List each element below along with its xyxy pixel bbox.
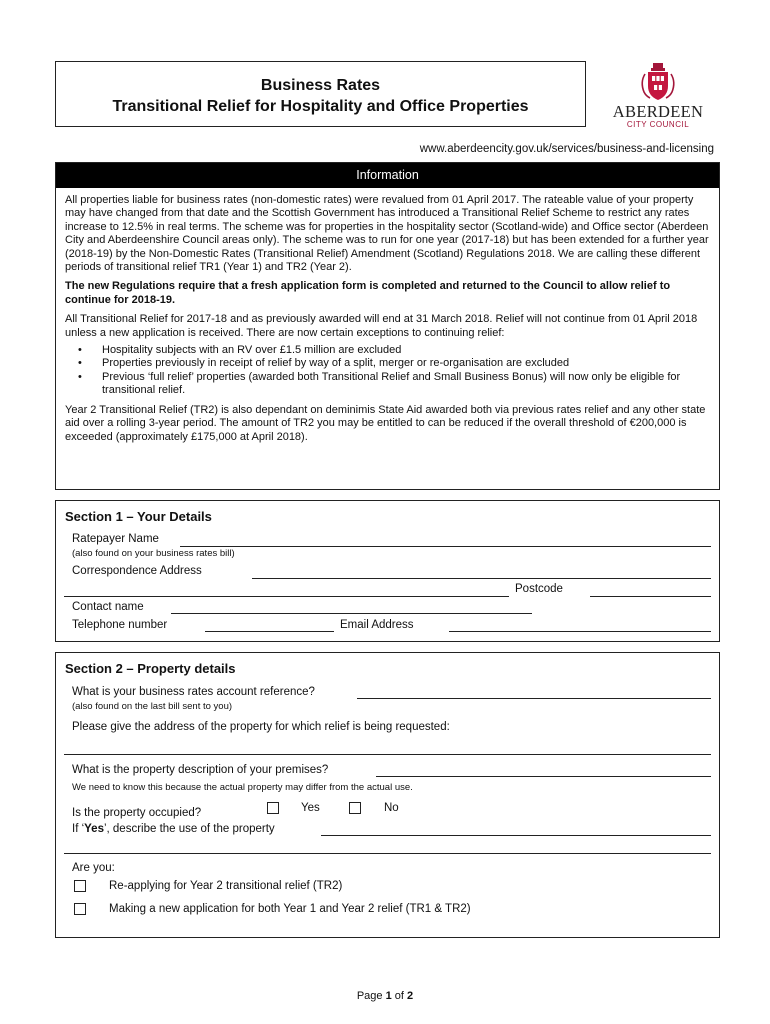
telephone-label: Telephone number: [72, 619, 168, 631]
new-application-label: Making a new application for both Year 1 and Year 2 relief (TR1 & TR2): [109, 903, 471, 915]
aberdeen-logo: [606, 62, 710, 134]
list-item: • Previous ‘full relief’ properties (awarded both Transitional Relief and Small Business Bonus) will now only be eligible for transitional relief.: [65, 371, 710, 398]
occupied-no-label: No: [384, 802, 399, 814]
section-property-details: [55, 652, 720, 938]
property-description-field[interactable]: [376, 776, 711, 777]
use-description-field-2[interactable]: [64, 853, 711, 854]
account-reference-note: (also found on the last bill sent to you): [72, 701, 233, 712]
postcode-label: Postcode: [515, 583, 563, 595]
telephone-field[interactable]: [205, 631, 334, 632]
are-you-label: Are you:: [72, 862, 115, 874]
section1-heading: Section 1 – Your Details: [65, 509, 212, 524]
list-item: • Hospitality subjects with an RV over £1.5 million are excluded: [65, 344, 710, 357]
account-reference-field[interactable]: [357, 698, 711, 699]
email-field[interactable]: [449, 631, 711, 632]
reapply-tr2-checkbox[interactable]: [74, 880, 86, 892]
ratepayer-name-field[interactable]: [180, 546, 711, 547]
use-description-field[interactable]: [321, 835, 711, 836]
email-label: Email Address: [340, 619, 414, 631]
info-paragraph: All properties liable for business rates (non-domestic rates) were revalued from 01 April 2017. The rateable value of your property may have changed from that date and the Scottish Government has introduced a Transitional Relief Scheme to restrict any rates increase to 12.5% in real terms. The scheme was for properties in the hospitality sector (Scotland-wide) and Office sector (Aberdeen City and Aberdeenshire Council areas only). The scheme was to run for one year (2017-18) but has been extended for a further year (2018-19) by the Non-Domestic Rates (Transitional Relief) Amendment (Scotland) Regulations 2018. We are calling these different periods of transitional relief TR1 (Year 1) and TR2 (Year 2).: [65, 194, 709, 274]
exceptions-list: [65, 344, 710, 398]
new-application-checkbox[interactable]: [74, 903, 86, 915]
correspondence-address-label: Correspondence Address: [72, 565, 202, 577]
website-url: www.aberdeencity.gov.uk/services/business-and-licensing: [419, 143, 714, 155]
property-address-label: Please give the address of the property for which relief is being requested:: [72, 721, 450, 733]
reapply-tr2-label: Re-applying for Year 2 transitional relief (TR2): [109, 880, 343, 892]
postcode-field[interactable]: [590, 596, 711, 597]
document-subtitle: Transitional Relief for Hospitality and Office Properties: [112, 98, 529, 115]
section-your-details: [55, 500, 720, 642]
occupied-label: Is the property occupied?: [72, 807, 202, 819]
logo-subtitle: CITY COUNCIL: [626, 120, 690, 129]
occupied-yes-checkbox[interactable]: [267, 802, 279, 814]
information-heading: Information: [56, 163, 719, 188]
account-reference-label: What is your business rates account reference?: [72, 686, 315, 698]
property-description-note: We need to know this because the actual property may differ from the actual use.: [72, 782, 413, 793]
occupied-no-checkbox[interactable]: [349, 802, 361, 814]
info-paragraph: Year 2 Transitional Relief (TR2) is also dependant on deminimis State Aid awarded both via previous rates relief and any other state aid over a rolling 3-year period. The amount of TR2 you may be entitled to can be reduced if the overall threshold of €200,000 is exceeded (approximately £175,000 at April 2018).: [65, 403, 706, 443]
property-address-field[interactable]: [64, 754, 711, 755]
yes-emphasis: Yes: [84, 823, 104, 835]
info-paragraph-bold: The new Regulations require that a fresh application form is completed and returned to the Council to allow relief to continue for 2018-19.: [65, 280, 671, 306]
information-box: [55, 162, 720, 490]
ratepayer-name-label: Ratepayer Name: [72, 533, 159, 545]
correspondence-address-field-2[interactable]: [64, 596, 509, 597]
coat-of-arms-icon: [636, 62, 680, 102]
document-title-box: [55, 61, 586, 127]
occupied-yes-label: Yes: [301, 802, 320, 814]
ratepayer-name-note: (also found on your business rates bill): [72, 548, 235, 559]
document-title: Business Rates: [260, 77, 381, 94]
contact-name-label: Contact name: [72, 601, 144, 613]
section2-heading: Section 2 – Property details: [65, 661, 236, 676]
page-number: Page 1 of 2: [356, 990, 414, 1002]
logo-name: ABERDEEN: [612, 102, 704, 121]
use-description-label: If ‘Yes’, describe the use of the property: [72, 823, 275, 835]
list-item: • Properties previously in receipt of relief by way of a split, merger or re-organisation are excluded: [65, 357, 710, 370]
info-paragraph: All Transitional Relief for 2017-18 and as previously awarded will end at 31 March 2018. Relief will not continue from 01 April 2018 unless a new application is received. There are now certain exceptions to continuing relief:: [65, 313, 698, 339]
contact-name-field[interactable]: [171, 613, 532, 614]
property-description-label: What is the property description of your premises?: [72, 764, 329, 776]
correspondence-address-field[interactable]: [252, 578, 711, 579]
